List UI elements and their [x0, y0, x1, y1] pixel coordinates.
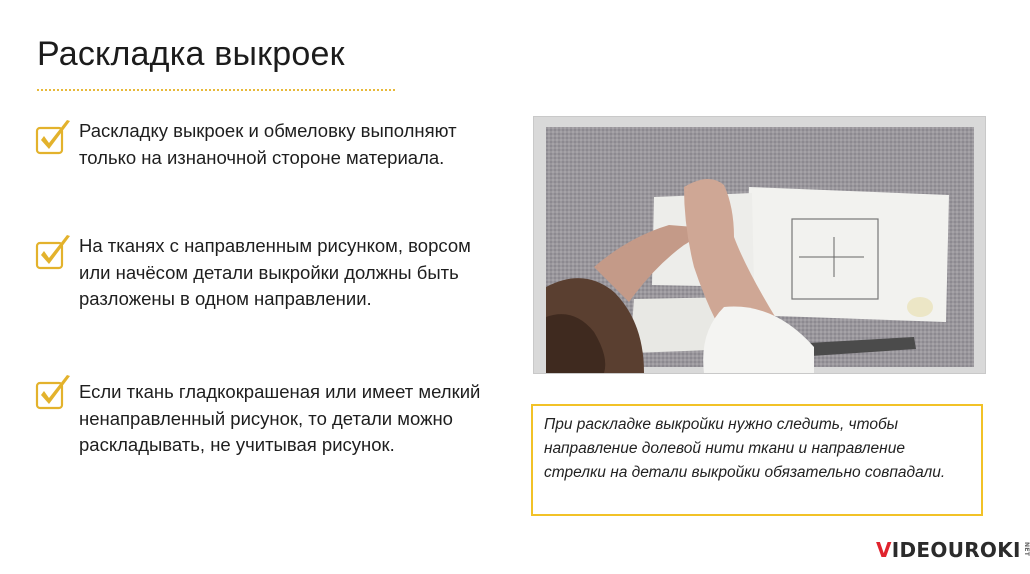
videouroki-logo: [876, 538, 1030, 562]
checkbox-check-icon: [34, 373, 78, 417]
bullet-text: На тканях с направленным рисунком, ворсом или начёсом детали выкройки должны быть разложены в одном направлении.: [79, 235, 471, 309]
logo-net: NET: [1022, 542, 1030, 557]
bullet-text: Если ткань гладкокрашеная или имеет мелкий ненаправленный рисунок, то детали можно раскладывать, не учитывая рисунок.: [79, 381, 481, 455]
bullet-text: Раскладку выкроек и обмеловку выполняют только на изнаночной стороне материала.: [79, 120, 457, 168]
pattern-layout-photo: [533, 116, 986, 374]
checkbox-check-icon: [34, 233, 78, 277]
title-divider: [37, 89, 395, 91]
note-box: При раскладке выкройки нужно следить, чтобы направление долевой нити ткани и направление стрелки на детали выкройки обязательно совпадали.: [531, 404, 983, 516]
logo-text: IDEOUROKI: [891, 538, 1021, 562]
logo-v: V: [876, 538, 892, 562]
slide-title: Раскладка выкроек: [37, 35, 345, 73]
checkbox-check-icon: [34, 118, 78, 162]
